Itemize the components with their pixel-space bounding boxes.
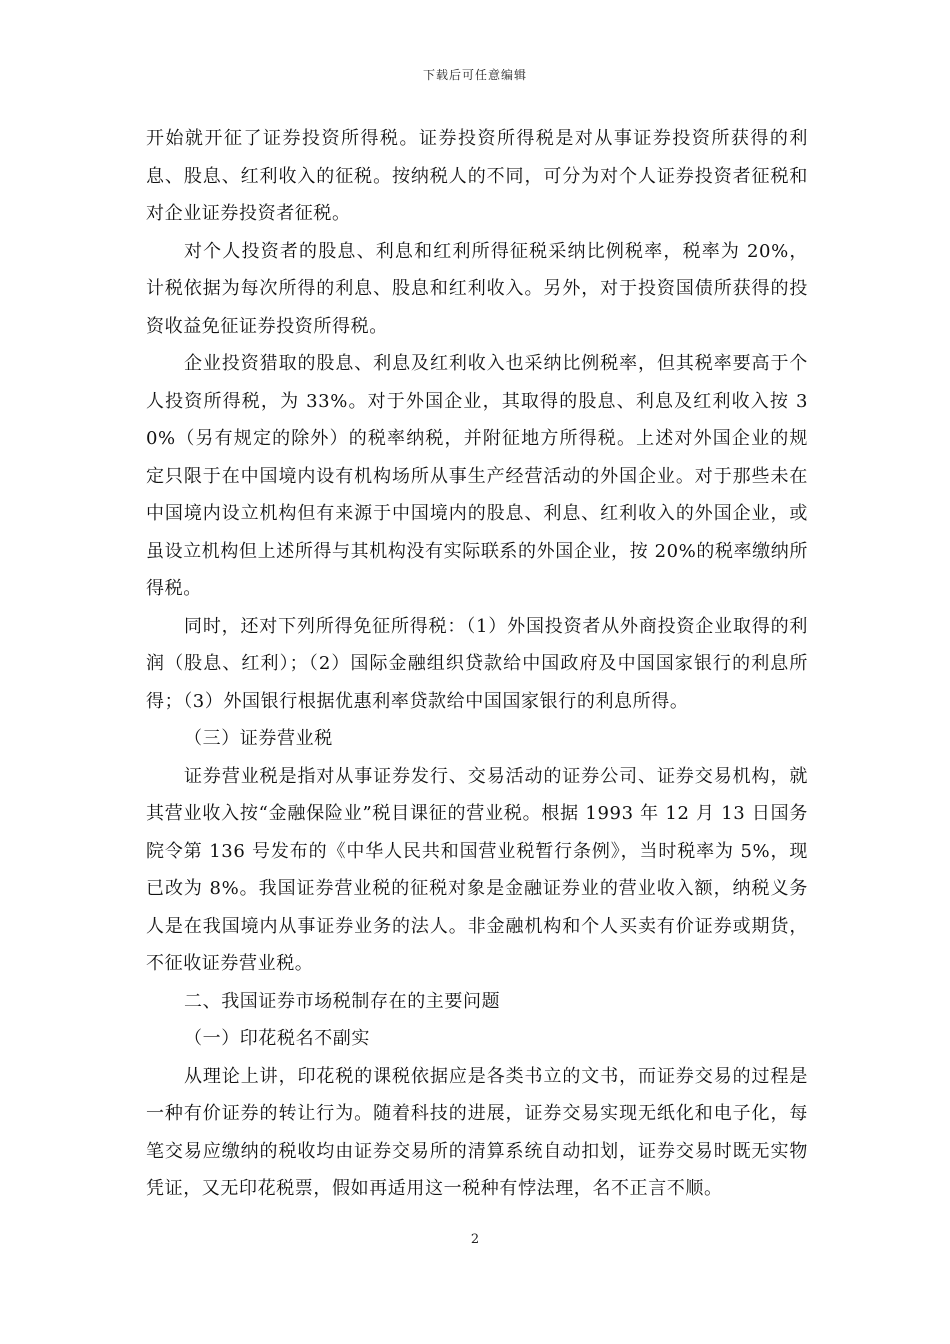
paragraph-exemptions: 同时，还对下列所得免征所得税：（1）外国投资者从外商投资企业取得的利润（股息、红利）；（2）国际金融组织贷款给中国政府及中国国家银行的利息所得；（3）外国银行根据优惠利率贷款给中国国家银行的利息所得。 <box>146 615 808 712</box>
section-heading-stamp-tax: （一）印花税名不副实 <box>184 1028 370 1049</box>
document-body <box>146 120 808 1208</box>
paragraph-business-tax: 证券营业税是指对从事证券发行、交易活动的证券公司、证券交易机构，就其营业收入按“金融保险业”税目课征的营业税。根据 1993 年 12 月 13 日国务院令第 136 号发布的《中华人民共和国营业税暂行条例》，当时税率为 5%，现已改为 8%。我国证券营业税的征税对象是金融证券业的营业收入额，纳税义务人是在我国境内从事证券业务的法人。非金融机构和个人买卖有价证券或期货，不征收证券营业税。 <box>146 765 808 974</box>
paragraph-continuation: 开始就开征了证券投资所得税。证券投资所得税是对从事证券投资所获得的利息、股息、红利收入的征税。按纳税人的不同，可分为对个人证券投资者征税和对企业证券投资者征税。 <box>146 128 808 224</box>
paragraph-individual-tax: 对个人投资者的股息、利息和红利所得征税采纳比例税率，税率为 20%，计税依据为每次所得的利息、股息和红利收入。另外，对于投资国债所获得的投资收益免征证券投资所得税。 <box>146 240 808 337</box>
paragraph-stamp-tax: 从理论上讲，印花税的课税依据应是各类书立的文书，而证券交易的过程是一种有价证券的转让行为。随着科技的进展，证券交易实现无纸化和电子化，每笔交易应缴纳的税收均由证券交易所的清算系统自动扣划，证券交易时既无实物凭证，又无印花税票，假如再适用这一税种有悖法理，名不正言不顺。 <box>146 1065 808 1199</box>
section-heading-business-tax: （三）证券营业税 <box>184 728 333 749</box>
page-number: 2 <box>470 1232 480 1247</box>
section-heading-main-problems: 二、我国证券市场税制存在的主要问题 <box>184 990 501 1012</box>
paragraph-enterprise-tax: 企业投资猎取的股息、利息及红利收入也采纳比例税率，但其税率要高于个人投资所得税，为 33%。对于外国企业，其取得的股息、利息及红利收入按 30%（另有规定的除外）的税率纳税，并附征地方所得税。上述对外国企业的规定只限于在中国境内设有机构场所从事生产经营活动的外国企业。对于那些未在中国境内设立机构但有来源于中国境内的股息、利息、红利收入的外国企业，或虽设立机构但上述所得与其机构没有实际联系的外国企业，按 20%的税率缴纳所得税。 <box>146 353 808 599</box>
page-header: 下载后可任意编辑 <box>422 68 527 82</box>
